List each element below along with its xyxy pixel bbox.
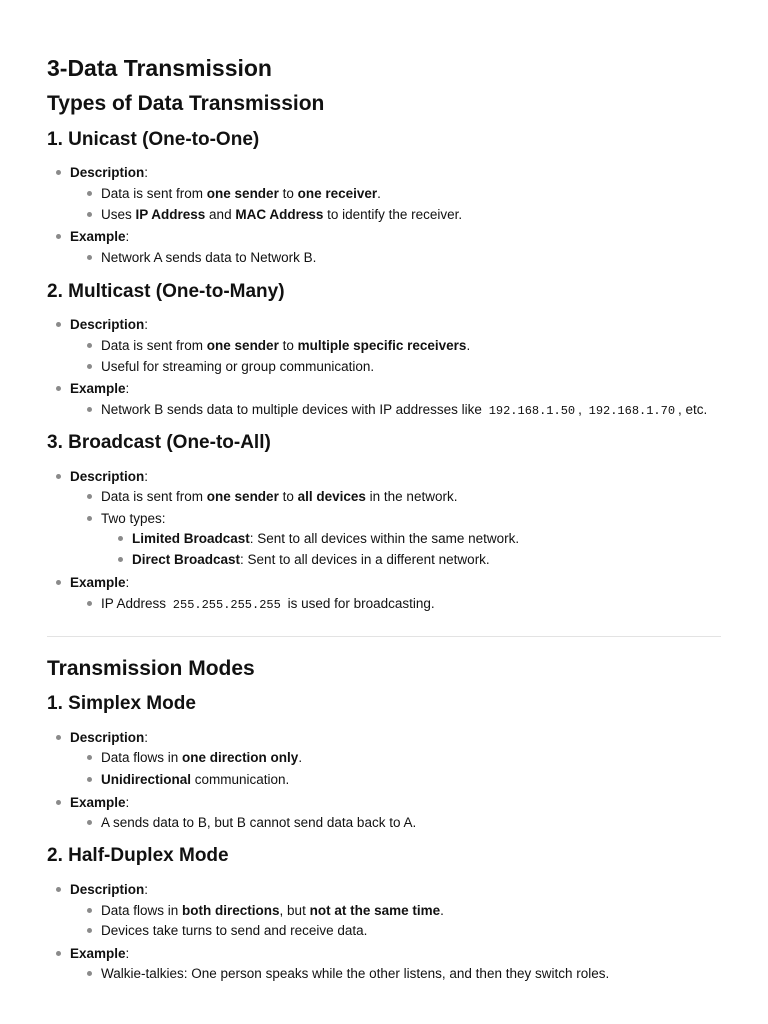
list-item: Data flows in one direction only. xyxy=(101,750,303,765)
heading-simplex xyxy=(47,692,196,716)
list-item: Data flows in both directions, but not at the same time. xyxy=(101,903,444,918)
list-item-example: Example: xyxy=(70,575,130,590)
list-item: Uses IP Address and MAC Address to identify the receiver. xyxy=(101,207,463,222)
heading-number: 3. xyxy=(47,432,63,453)
list-item-description: Description: xyxy=(70,882,149,897)
heading-paren: (One-to-One) xyxy=(142,129,260,150)
list-item: Walkie-talkies: One person speaks while the other listens, and then they switch roles. xyxy=(101,966,610,981)
list-item: Data is sent from one sender to all devices in the network. xyxy=(101,489,458,504)
section-divider xyxy=(47,636,721,637)
inline-code: 192.168.1.70 xyxy=(588,404,676,418)
heading-term: Broadcast xyxy=(68,432,162,453)
heading-broadcast xyxy=(47,431,271,455)
list-item-description: Description: xyxy=(70,469,149,484)
list-item: Data is sent from one sender to multiple specific receivers. xyxy=(101,338,471,353)
list-item: Two types: xyxy=(101,511,166,526)
list-item: IP Address 255.255.255.255 is used for broadcasting. xyxy=(101,596,435,612)
list-item: Data is sent from one sender to one receiver. xyxy=(101,186,381,201)
list-item: Devices take turns to send and receive data. xyxy=(101,923,368,938)
list-item: Network A sends data to Network B. xyxy=(101,250,317,265)
heading-number: 2. xyxy=(47,281,63,302)
section-heading-types: Types of Data Transmission xyxy=(47,92,325,115)
list-item-description: Description: xyxy=(70,730,149,745)
heading-number: 1. xyxy=(47,129,63,150)
list-item: Useful for streaming or group communication. xyxy=(101,359,375,374)
inline-code: 192.168.1.50 xyxy=(488,404,576,418)
list-item-description: Description: xyxy=(70,317,149,332)
heading-term: Half-Duplex Mode xyxy=(68,845,229,866)
list-item: Limited Broadcast: Sent to all devices within the same network. xyxy=(132,531,520,546)
heading-term: Multicast xyxy=(68,281,151,302)
inline-code: 255.255.255.255 xyxy=(172,598,281,612)
list-item-example: Example: xyxy=(70,381,130,396)
heading-paren: (One-to-Many) xyxy=(155,281,285,302)
heading-paren: (One-to-All) xyxy=(166,432,271,453)
heading-term: Simplex Mode xyxy=(68,693,196,714)
list-item-example: Example: xyxy=(70,946,130,961)
section-heading-modes: Transmission Modes xyxy=(47,657,255,680)
heading-number: 2. xyxy=(47,845,63,866)
list-item: Network B sends data to multiple devices with IP addresses like 192.168.1.50 , 192.168.1.70 , etc. xyxy=(101,402,708,418)
heading-number: 1. xyxy=(47,693,63,714)
list-item-example: Example: xyxy=(70,229,130,244)
list-item: A sends data to B, but B cannot send data back to A. xyxy=(101,815,417,830)
page-title: 3-Data Transmission xyxy=(47,55,272,81)
heading-multicast xyxy=(47,280,285,304)
list-item: Direct Broadcast: Sent to all devices in a different network. xyxy=(132,552,490,567)
heading-half-duplex xyxy=(47,844,229,868)
list-item-example: Example: xyxy=(70,795,130,810)
list-item-description: Description: xyxy=(70,165,149,180)
heading-term: Unicast xyxy=(68,129,137,150)
list-item: Unidirectional communication. xyxy=(101,772,290,787)
heading-unicast xyxy=(47,128,259,152)
